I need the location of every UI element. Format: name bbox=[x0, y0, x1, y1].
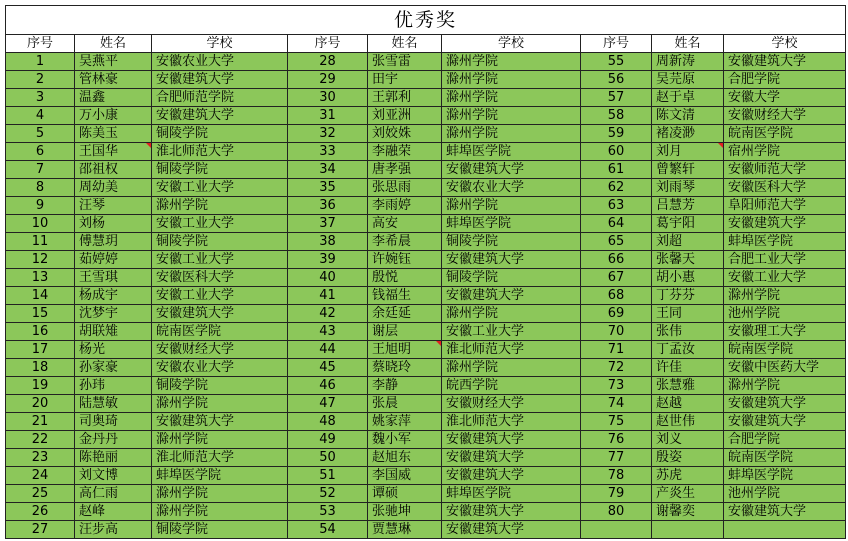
cell-seq[interactable]: 36 bbox=[288, 197, 368, 215]
cell-school[interactable]: 安徽农业大学 bbox=[442, 179, 581, 197]
cell-name[interactable]: 赵越 bbox=[652, 395, 724, 413]
cell-school[interactable]: 淮北师范大学 bbox=[442, 341, 581, 359]
cell-name[interactable]: 赵世伟 bbox=[652, 413, 724, 431]
cell-name[interactable]: 王国华 bbox=[75, 143, 152, 161]
cell-school[interactable]: 皖南医学院 bbox=[724, 125, 846, 143]
cell-school[interactable]: 安徽建筑大学 bbox=[442, 287, 581, 305]
table-row bbox=[6, 521, 846, 539]
cell-seq[interactable]: 55 bbox=[581, 53, 652, 71]
cell-name[interactable]: 万小康 bbox=[75, 107, 152, 125]
cell-name[interactable]: 唐孝强 bbox=[368, 161, 442, 179]
header-name[interactable]: 姓名 bbox=[368, 35, 442, 53]
cell-seq[interactable]: 73 bbox=[581, 377, 652, 395]
cell-school[interactable]: 阜阳师范大学 bbox=[724, 197, 846, 215]
cell-school[interactable]: 安徽财经大学 bbox=[442, 395, 581, 413]
cell-name[interactable]: 高安 bbox=[368, 215, 442, 233]
cell-name[interactable]: 王郭利 bbox=[368, 89, 442, 107]
cell-seq[interactable]: 16 bbox=[6, 323, 75, 341]
cell-name[interactable]: 汪步高 bbox=[75, 521, 152, 539]
cell-name[interactable]: 蔡晓玲 bbox=[368, 359, 442, 377]
cell-school[interactable]: 安徽工业大学 bbox=[152, 179, 288, 197]
cell-name[interactable]: 刘月 bbox=[652, 143, 724, 161]
cell-seq[interactable]: 57 bbox=[581, 89, 652, 107]
table-row bbox=[6, 161, 846, 179]
cell-name[interactable]: 李静 bbox=[368, 377, 442, 395]
cell-seq[interactable]: 27 bbox=[6, 521, 75, 539]
cell-name[interactable]: 产炎生 bbox=[652, 485, 724, 503]
cell-school[interactable]: 滁州学院 bbox=[442, 359, 581, 377]
cell-school[interactable]: 铜陵学院 bbox=[152, 377, 288, 395]
cell-school[interactable]: 安徽大学 bbox=[724, 89, 846, 107]
table-row bbox=[6, 89, 846, 107]
cell-school[interactable]: 皖南医学院 bbox=[724, 449, 846, 467]
cell-name[interactable]: 魏小军 bbox=[368, 431, 442, 449]
cell-seq[interactable]: 41 bbox=[288, 287, 368, 305]
cell-name[interactable]: 刘文博 bbox=[75, 467, 152, 485]
cell-seq[interactable]: 46 bbox=[288, 377, 368, 395]
cell-name[interactable]: 张伟 bbox=[652, 323, 724, 341]
cell-school[interactable]: 合肥工业大学 bbox=[724, 251, 846, 269]
table-row bbox=[6, 269, 846, 287]
cell-seq[interactable]: 65 bbox=[581, 233, 652, 251]
cell-name[interactable]: 殷姿 bbox=[652, 449, 724, 467]
cell-name[interactable]: 孙家豪 bbox=[75, 359, 152, 377]
cell-name[interactable]: 刘姣姝 bbox=[368, 125, 442, 143]
cell-school[interactable]: 安徽建筑大学 bbox=[152, 413, 288, 431]
cell-name[interactable]: 周新涛 bbox=[652, 53, 724, 71]
cell-seq[interactable]: 26 bbox=[6, 503, 75, 521]
cell-name[interactable]: 金丹丹 bbox=[75, 431, 152, 449]
cell-school[interactable]: 皖西学院 bbox=[442, 377, 581, 395]
cell-seq[interactable]: 69 bbox=[581, 305, 652, 323]
cell-school[interactable]: 宿州学院 bbox=[724, 143, 846, 161]
cell-seq[interactable]: 67 bbox=[581, 269, 652, 287]
cell-seq[interactable]: 6 bbox=[6, 143, 75, 161]
cell-name[interactable]: 高仁雨 bbox=[75, 485, 152, 503]
cell-school[interactable]: 安徽工业大学 bbox=[442, 323, 581, 341]
cell-name[interactable]: 褚凌渺 bbox=[652, 125, 724, 143]
cell-seq[interactable]: 70 bbox=[581, 323, 652, 341]
cell-seq[interactable]: 21 bbox=[6, 413, 75, 431]
cell-name[interactable]: 李融荣 bbox=[368, 143, 442, 161]
cell-school[interactable]: 安徽建筑大学 bbox=[442, 251, 581, 269]
header-name[interactable]: 姓名 bbox=[75, 35, 152, 53]
table-row bbox=[6, 467, 846, 485]
cell-seq[interactable]: 13 bbox=[6, 269, 75, 287]
cell-school[interactable]: 滁州学院 bbox=[152, 503, 288, 521]
cell-name[interactable]: 张思雨 bbox=[368, 179, 442, 197]
title-row bbox=[6, 6, 846, 35]
cell-seq[interactable]: 35 bbox=[288, 179, 368, 197]
page-title[interactable]: 优秀奖 bbox=[6, 6, 846, 35]
cell-name[interactable]: 张馨天 bbox=[652, 251, 724, 269]
cell-school[interactable]: 铜陵学院 bbox=[152, 161, 288, 179]
cell-school[interactable]: 滁州学院 bbox=[442, 71, 581, 89]
cell-school[interactable]: 池州学院 bbox=[724, 305, 846, 323]
cell-name[interactable]: 丁芬芬 bbox=[652, 287, 724, 305]
cell-seq[interactable]: 14 bbox=[6, 287, 75, 305]
cell-seq[interactable]: 72 bbox=[581, 359, 652, 377]
cell-school[interactable]: 铜陵学院 bbox=[152, 233, 288, 251]
cell-name[interactable]: 赵旭东 bbox=[368, 449, 442, 467]
cell-seq[interactable]: 49 bbox=[288, 431, 368, 449]
table-row bbox=[6, 485, 846, 503]
cell-name[interactable] bbox=[652, 521, 724, 539]
cell-seq[interactable]: 28 bbox=[288, 53, 368, 71]
cell-school[interactable]: 铜陵学院 bbox=[442, 269, 581, 287]
cell-name[interactable]: 葛宇阳 bbox=[652, 215, 724, 233]
cell-seq[interactable]: 60 bbox=[581, 143, 652, 161]
cell-school[interactable]: 蚌埠医学院 bbox=[152, 467, 288, 485]
cell-school[interactable]: 蚌埠医学院 bbox=[724, 233, 846, 251]
cell-school[interactable]: 安徽建筑大学 bbox=[724, 413, 846, 431]
cell-school[interactable]: 安徽工业大学 bbox=[152, 251, 288, 269]
cell-seq[interactable]: 80 bbox=[581, 503, 652, 521]
cell-seq[interactable] bbox=[581, 521, 652, 539]
table-row bbox=[6, 125, 846, 143]
cell-school[interactable]: 滁州学院 bbox=[442, 125, 581, 143]
cell-seq[interactable]: 42 bbox=[288, 305, 368, 323]
cell-name[interactable]: 许婉钰 bbox=[368, 251, 442, 269]
cell-name[interactable]: 吕慧芳 bbox=[652, 197, 724, 215]
cell-name[interactable]: 刘雨琴 bbox=[652, 179, 724, 197]
table-row bbox=[6, 503, 846, 521]
cell-name[interactable]: 王旭明 bbox=[368, 341, 442, 359]
cell-name[interactable]: 姚家萍 bbox=[368, 413, 442, 431]
cell-seq[interactable]: 19 bbox=[6, 377, 75, 395]
cell-name[interactable]: 钱福生 bbox=[368, 287, 442, 305]
table-row bbox=[6, 107, 846, 125]
cell-school[interactable]: 铜陵学院 bbox=[152, 125, 288, 143]
table-row bbox=[6, 323, 846, 341]
cell-seq[interactable]: 24 bbox=[6, 467, 75, 485]
cell-school[interactable]: 蚌埠医学院 bbox=[442, 485, 581, 503]
table-row bbox=[6, 215, 846, 233]
cell-name[interactable]: 田宇 bbox=[368, 71, 442, 89]
cell-name[interactable]: 汪琴 bbox=[75, 197, 152, 215]
cell-seq[interactable]: 30 bbox=[288, 89, 368, 107]
table-row bbox=[6, 449, 846, 467]
cell-name[interactable]: 陈艳丽 bbox=[75, 449, 152, 467]
cell-school[interactable]: 滁州学院 bbox=[152, 431, 288, 449]
cell-school[interactable]: 蚌埠医学院 bbox=[442, 143, 581, 161]
cell-school[interactable]: 池州学院 bbox=[724, 485, 846, 503]
cell-seq[interactable]: 39 bbox=[288, 251, 368, 269]
cell-school[interactable]: 安徽财经大学 bbox=[724, 107, 846, 125]
cell-seq[interactable]: 37 bbox=[288, 215, 368, 233]
header-seq[interactable]: 序号 bbox=[581, 35, 652, 53]
cell-name[interactable]: 周幼美 bbox=[75, 179, 152, 197]
cell-school[interactable]: 安徽农业大学 bbox=[152, 359, 288, 377]
cell-name[interactable]: 吴芫原 bbox=[652, 71, 724, 89]
table-row bbox=[6, 53, 846, 71]
cell-seq[interactable]: 8 bbox=[6, 179, 75, 197]
cell-name[interactable]: 司奥琦 bbox=[75, 413, 152, 431]
table-row bbox=[6, 395, 846, 413]
cell-school[interactable]: 安徽工业大学 bbox=[152, 287, 288, 305]
cell-seq[interactable]: 76 bbox=[581, 431, 652, 449]
table-row bbox=[6, 251, 846, 269]
cell-school[interactable]: 安徽建筑大学 bbox=[152, 71, 288, 89]
table-row bbox=[6, 413, 846, 431]
cell-seq[interactable]: 66 bbox=[581, 251, 652, 269]
cell-school[interactable]: 滁州学院 bbox=[724, 377, 846, 395]
cell-seq[interactable]: 15 bbox=[6, 305, 75, 323]
cell-school[interactable]: 淮北师范大学 bbox=[152, 449, 288, 467]
cell-name[interactable]: 刘义 bbox=[652, 431, 724, 449]
cell-seq[interactable]: 20 bbox=[6, 395, 75, 413]
cell-school[interactable]: 安徽建筑大学 bbox=[152, 305, 288, 323]
cell-seq[interactable]: 58 bbox=[581, 107, 652, 125]
cell-name[interactable]: 王雪琪 bbox=[75, 269, 152, 287]
cell-seq[interactable]: 71 bbox=[581, 341, 652, 359]
cell-name[interactable]: 曾繁轩 bbox=[652, 161, 724, 179]
cell-name[interactable]: 张慧雅 bbox=[652, 377, 724, 395]
cell-school[interactable]: 安徽建筑大学 bbox=[442, 503, 581, 521]
cell-seq[interactable]: 10 bbox=[6, 215, 75, 233]
award-table bbox=[5, 5, 846, 539]
cell-name[interactable]: 吴燕平 bbox=[75, 53, 152, 71]
cell-seq[interactable]: 54 bbox=[288, 521, 368, 539]
cell-name[interactable]: 张雪雷 bbox=[368, 53, 442, 71]
cell-school[interactable]: 滁州学院 bbox=[152, 485, 288, 503]
cell-school[interactable]: 安徽师范大学 bbox=[724, 161, 846, 179]
cell-name[interactable]: 李雨婷 bbox=[368, 197, 442, 215]
cell-seq[interactable]: 74 bbox=[581, 395, 652, 413]
cell-name[interactable]: 李希晨 bbox=[368, 233, 442, 251]
cell-name[interactable]: 刘杨 bbox=[75, 215, 152, 233]
cell-name[interactable]: 杨成宇 bbox=[75, 287, 152, 305]
cell-seq[interactable]: 33 bbox=[288, 143, 368, 161]
cell-school[interactable]: 滁州学院 bbox=[442, 305, 581, 323]
cell-seq[interactable]: 9 bbox=[6, 197, 75, 215]
cell-name[interactable]: 茹婷婷 bbox=[75, 251, 152, 269]
cell-seq[interactable]: 78 bbox=[581, 467, 652, 485]
cell-seq[interactable]: 7 bbox=[6, 161, 75, 179]
header-school[interactable]: 学校 bbox=[152, 35, 288, 53]
table-row bbox=[6, 341, 846, 359]
cell-school[interactable]: 滁州学院 bbox=[442, 89, 581, 107]
cell-school[interactable]: 合肥师范学院 bbox=[152, 89, 288, 107]
cell-name[interactable]: 殷悦 bbox=[368, 269, 442, 287]
cell-name[interactable]: 谢层 bbox=[368, 323, 442, 341]
cell-seq[interactable]: 2 bbox=[6, 71, 75, 89]
header-seq[interactable]: 序号 bbox=[288, 35, 368, 53]
cell-name[interactable]: 孙玮 bbox=[75, 377, 152, 395]
cell-name[interactable]: 张驰坤 bbox=[368, 503, 442, 521]
cell-seq[interactable]: 77 bbox=[581, 449, 652, 467]
cell-seq[interactable]: 59 bbox=[581, 125, 652, 143]
table-row bbox=[6, 197, 846, 215]
cell-school[interactable]: 滁州学院 bbox=[152, 197, 288, 215]
cell-school[interactable]: 蚌埠医学院 bbox=[442, 215, 581, 233]
table-row bbox=[6, 179, 846, 197]
cell-seq[interactable]: 61 bbox=[581, 161, 652, 179]
cell-school[interactable]: 安徽建筑大学 bbox=[442, 467, 581, 485]
cell-name[interactable]: 谢馨奕 bbox=[652, 503, 724, 521]
cell-school[interactable]: 安徽理工大学 bbox=[724, 323, 846, 341]
cell-seq[interactable]: 29 bbox=[288, 71, 368, 89]
cell-school[interactable]: 安徽中医药大学 bbox=[724, 359, 846, 377]
cell-school[interactable]: 合肥学院 bbox=[724, 431, 846, 449]
cell-name[interactable]: 胡小惠 bbox=[652, 269, 724, 287]
cell-name[interactable]: 赵于卓 bbox=[652, 89, 724, 107]
cell-name[interactable]: 管林豪 bbox=[75, 71, 152, 89]
cell-seq[interactable]: 63 bbox=[581, 197, 652, 215]
cell-school[interactable]: 淮北师范大学 bbox=[442, 413, 581, 431]
cell-school[interactable]: 安徽财经大学 bbox=[152, 341, 288, 359]
cell-name[interactable]: 苏虎 bbox=[652, 467, 724, 485]
cell-school[interactable]: 安徽建筑大学 bbox=[442, 431, 581, 449]
cell-seq[interactable]: 25 bbox=[6, 485, 75, 503]
cell-name[interactable]: 陈文清 bbox=[652, 107, 724, 125]
cell-school[interactable]: 皖南医学院 bbox=[724, 341, 846, 359]
cell-seq[interactable]: 79 bbox=[581, 485, 652, 503]
cell-seq[interactable]: 51 bbox=[288, 467, 368, 485]
cell-name[interactable]: 陈美玉 bbox=[75, 125, 152, 143]
cell-school[interactable]: 滁州学院 bbox=[442, 107, 581, 125]
table-row bbox=[6, 359, 846, 377]
header-name[interactable]: 姓名 bbox=[652, 35, 724, 53]
cell-school[interactable]: 安徽建筑大学 bbox=[724, 503, 846, 521]
cell-seq[interactable]: 4 bbox=[6, 107, 75, 125]
cell-seq[interactable]: 45 bbox=[288, 359, 368, 377]
cell-seq[interactable]: 31 bbox=[288, 107, 368, 125]
cell-name[interactable]: 谭硕 bbox=[368, 485, 442, 503]
cell-seq[interactable]: 43 bbox=[288, 323, 368, 341]
cell-seq[interactable]: 44 bbox=[288, 341, 368, 359]
cell-school[interactable]: 安徽工业大学 bbox=[724, 269, 846, 287]
table-row bbox=[6, 143, 846, 161]
cell-school[interactable]: 蚌埠医学院 bbox=[724, 467, 846, 485]
cell-name[interactable]: 傅慧玥 bbox=[75, 233, 152, 251]
cell-seq[interactable]: 52 bbox=[288, 485, 368, 503]
cell-school[interactable]: 安徽建筑大学 bbox=[724, 53, 846, 71]
cell-school[interactable]: 滁州学院 bbox=[442, 53, 581, 71]
cell-seq[interactable]: 38 bbox=[288, 233, 368, 251]
cell-school[interactable]: 安徽建筑大学 bbox=[442, 521, 581, 539]
cell-school[interactable]: 合肥学院 bbox=[724, 71, 846, 89]
cell-school[interactable]: 铜陵学院 bbox=[442, 233, 581, 251]
table-row bbox=[6, 431, 846, 449]
cell-name[interactable]: 张晨 bbox=[368, 395, 442, 413]
header-row bbox=[6, 35, 846, 53]
cell-seq[interactable]: 12 bbox=[6, 251, 75, 269]
cell-name[interactable]: 陆慧敏 bbox=[75, 395, 152, 413]
cell-school[interactable]: 皖南医学院 bbox=[152, 323, 288, 341]
cell-school[interactable]: 安徽建筑大学 bbox=[442, 161, 581, 179]
cell-seq[interactable]: 48 bbox=[288, 413, 368, 431]
cell-school[interactable]: 滁州学院 bbox=[152, 395, 288, 413]
cell-name[interactable]: 贾慧琳 bbox=[368, 521, 442, 539]
cell-school[interactable]: 安徽农业大学 bbox=[152, 53, 288, 71]
cell-seq[interactable]: 17 bbox=[6, 341, 75, 359]
cell-name[interactable]: 余廷延 bbox=[368, 305, 442, 323]
cell-name[interactable]: 许佳 bbox=[652, 359, 724, 377]
cell-seq[interactable]: 62 bbox=[581, 179, 652, 197]
cell-seq[interactable]: 56 bbox=[581, 71, 652, 89]
table-row bbox=[6, 71, 846, 89]
cell-seq[interactable]: 75 bbox=[581, 413, 652, 431]
cell-seq[interactable]: 53 bbox=[288, 503, 368, 521]
table-row bbox=[6, 287, 846, 305]
cell-name[interactable]: 胡联雉 bbox=[75, 323, 152, 341]
cell-seq[interactable]: 68 bbox=[581, 287, 652, 305]
table-row bbox=[6, 233, 846, 251]
cell-name[interactable]: 李国威 bbox=[368, 467, 442, 485]
cell-school[interactable]: 安徽建筑大学 bbox=[724, 395, 846, 413]
cell-seq[interactable]: 47 bbox=[288, 395, 368, 413]
cell-name[interactable]: 刘超 bbox=[652, 233, 724, 251]
cell-school[interactable]: 安徽建筑大学 bbox=[724, 215, 846, 233]
cell-name[interactable]: 丁孟汝 bbox=[652, 341, 724, 359]
cell-school[interactable]: 安徽医科大学 bbox=[152, 269, 288, 287]
table-row bbox=[6, 305, 846, 323]
cell-school[interactable]: 安徽建筑大学 bbox=[152, 107, 288, 125]
cell-seq[interactable]: 23 bbox=[6, 449, 75, 467]
cell-name[interactable]: 赵峰 bbox=[75, 503, 152, 521]
cell-seq[interactable]: 64 bbox=[581, 215, 652, 233]
cell-name[interactable]: 王同 bbox=[652, 305, 724, 323]
cell-name[interactable]: 温鑫 bbox=[75, 89, 152, 107]
cell-name[interactable]: 邵祖权 bbox=[75, 161, 152, 179]
header-school[interactable]: 学校 bbox=[724, 35, 846, 53]
cell-name[interactable]: 沈梦宇 bbox=[75, 305, 152, 323]
cell-school[interactable]: 滁州学院 bbox=[724, 287, 846, 305]
cell-seq[interactable]: 50 bbox=[288, 449, 368, 467]
cell-seq[interactable]: 18 bbox=[6, 359, 75, 377]
cell-seq[interactable]: 22 bbox=[6, 431, 75, 449]
cell-seq[interactable]: 32 bbox=[288, 125, 368, 143]
cell-school[interactable]: 铜陵学院 bbox=[152, 521, 288, 539]
cell-seq[interactable]: 34 bbox=[288, 161, 368, 179]
award-sheet bbox=[5, 5, 845, 539]
cell-school[interactable]: 安徽医科大学 bbox=[724, 179, 846, 197]
cell-name[interactable]: 刘亚洲 bbox=[368, 107, 442, 125]
cell-name[interactable]: 杨光 bbox=[75, 341, 152, 359]
cell-seq[interactable]: 5 bbox=[6, 125, 75, 143]
cell-school[interactable] bbox=[724, 521, 846, 539]
header-school[interactable]: 学校 bbox=[442, 35, 581, 53]
cell-school[interactable]: 安徽工业大学 bbox=[152, 215, 288, 233]
cell-school[interactable]: 淮北师范大学 bbox=[152, 143, 288, 161]
cell-school[interactable]: 滁州学院 bbox=[442, 197, 581, 215]
cell-seq[interactable]: 3 bbox=[6, 89, 75, 107]
header-seq[interactable]: 序号 bbox=[6, 35, 75, 53]
cell-seq[interactable]: 40 bbox=[288, 269, 368, 287]
cell-school[interactable]: 安徽建筑大学 bbox=[442, 449, 581, 467]
table-row bbox=[6, 377, 846, 395]
cell-seq[interactable]: 1 bbox=[6, 53, 75, 71]
cell-seq[interactable]: 11 bbox=[6, 233, 75, 251]
